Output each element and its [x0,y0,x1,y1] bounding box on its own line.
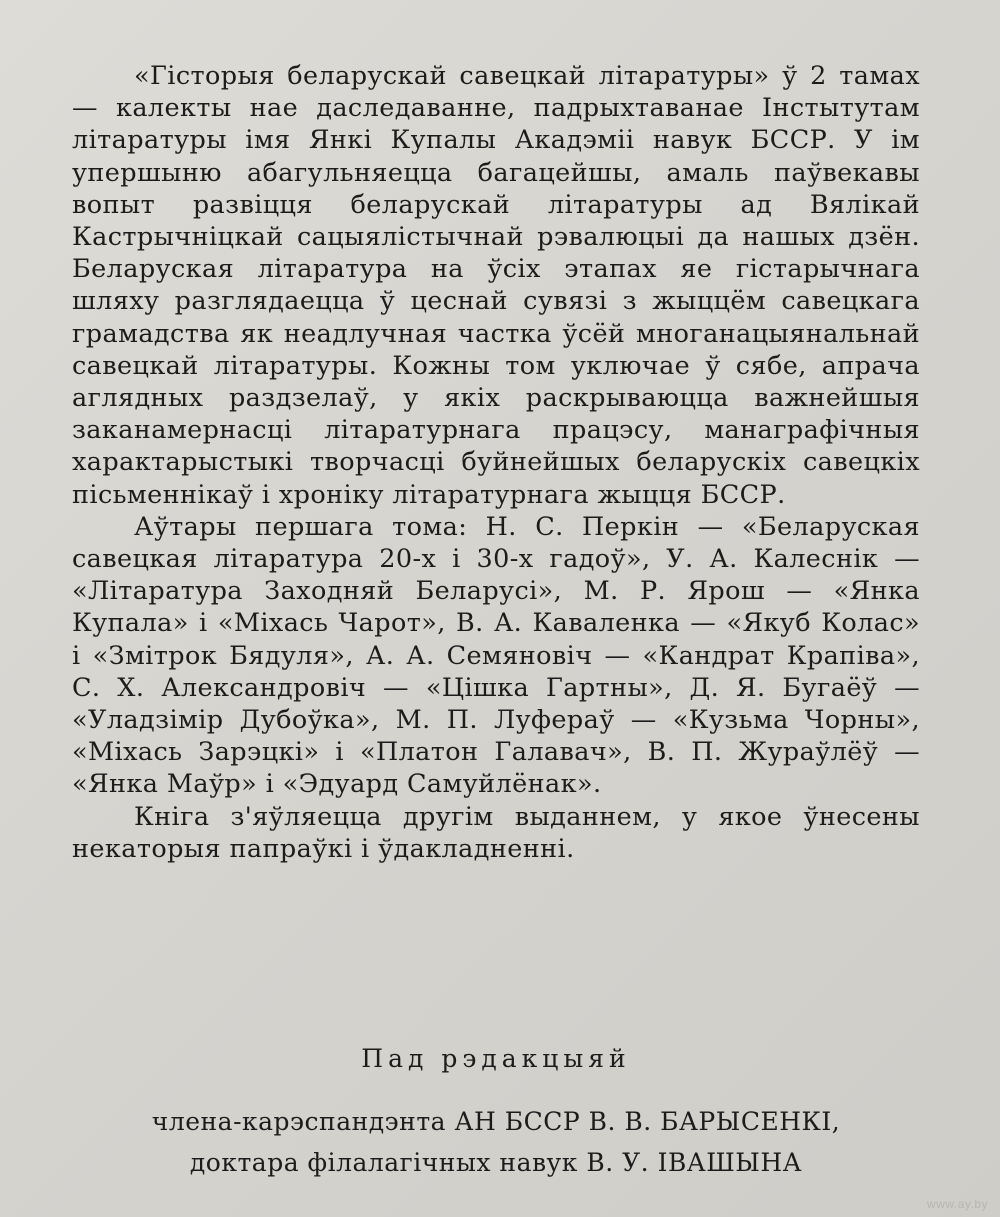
annotation-text [72,60,920,865]
editors-heading: Пад рэдакцыяй [361,1044,631,1073]
paragraph-edition-note: Кніга з'яўляецца другім выданнем, у якое ўнесены некаторыя папраўкі і ўдакладненні. [72,801,920,864]
editor-line-1: члена-карэспандэнта АН БССР В. В. БАРЫСЕНКІ, [151,1107,841,1136]
site-watermark: www.ay.by [927,1197,988,1211]
editor-line-2: доктара філалагічных навук В. У. ІВАШЫНА [189,1148,803,1177]
paragraph-authors: Аўтары першага тома: Н. С. Перкін — «Беларуская савецкая літаратура 20-х і 30-х гадоў», У. А. Калеснік — «Літаратура Заходняй Беларусі», М. Р. Ярош — «Янка Купала» і «Міхась Чарот», В. А. Каваленка — «Якуб Колас» і «Змітрок Бядуля», А. А. Семяновіч — «Кандрат Крапіва», С. Х. Александровіч — «Цішка Гартны», Д. Я. Бугаёў — «Уладзімір Дубоўка», М. П. Луфераў — «Кузьма Чорны», «Міхась Зарэцкі» і «Платон Галавач», В. П. Жураўлёў — «Янка Маўр» і «Эдуард Самуйлёнак». [72,511,920,800]
editors-block [72,1038,920,1183]
paragraph-book-description: «Гісторыя беларускай савецкай літаратуры» ў 2 тамах — калекты нае даследаванне, падрыхтаванае Інстытутам літаратуры імя Янкі Купалы Акадэміі навук БССР. У ім упершыню абагульняецца багацейшы, амаль паўвекавы вопыт развіцця беларускай літаратуры ад Вялікай Кастрычніцкай сацыялістычнай рэвалюцыі да нашых дзён. Беларуская літаратура на ўсіх этапах яе гістарычнага шляху разглядаецца ў цеснай сувязі з жыццём савецкага грамадства як неадлучная частка ўсёй многанацыянальнай савецкай літаратуры. Кожны том уключае ў сябе, апрача аглядных раздзелаў, у якіх раскрываюцца важнейшыя заканамернасці літаратурнага працэсу, манаграфічныя характарыстыкі творчасці буйнейшых беларускіх савецкіх пісьменнікаў і хроніку літаратурнага жыцця БССР. [72,61,920,510]
